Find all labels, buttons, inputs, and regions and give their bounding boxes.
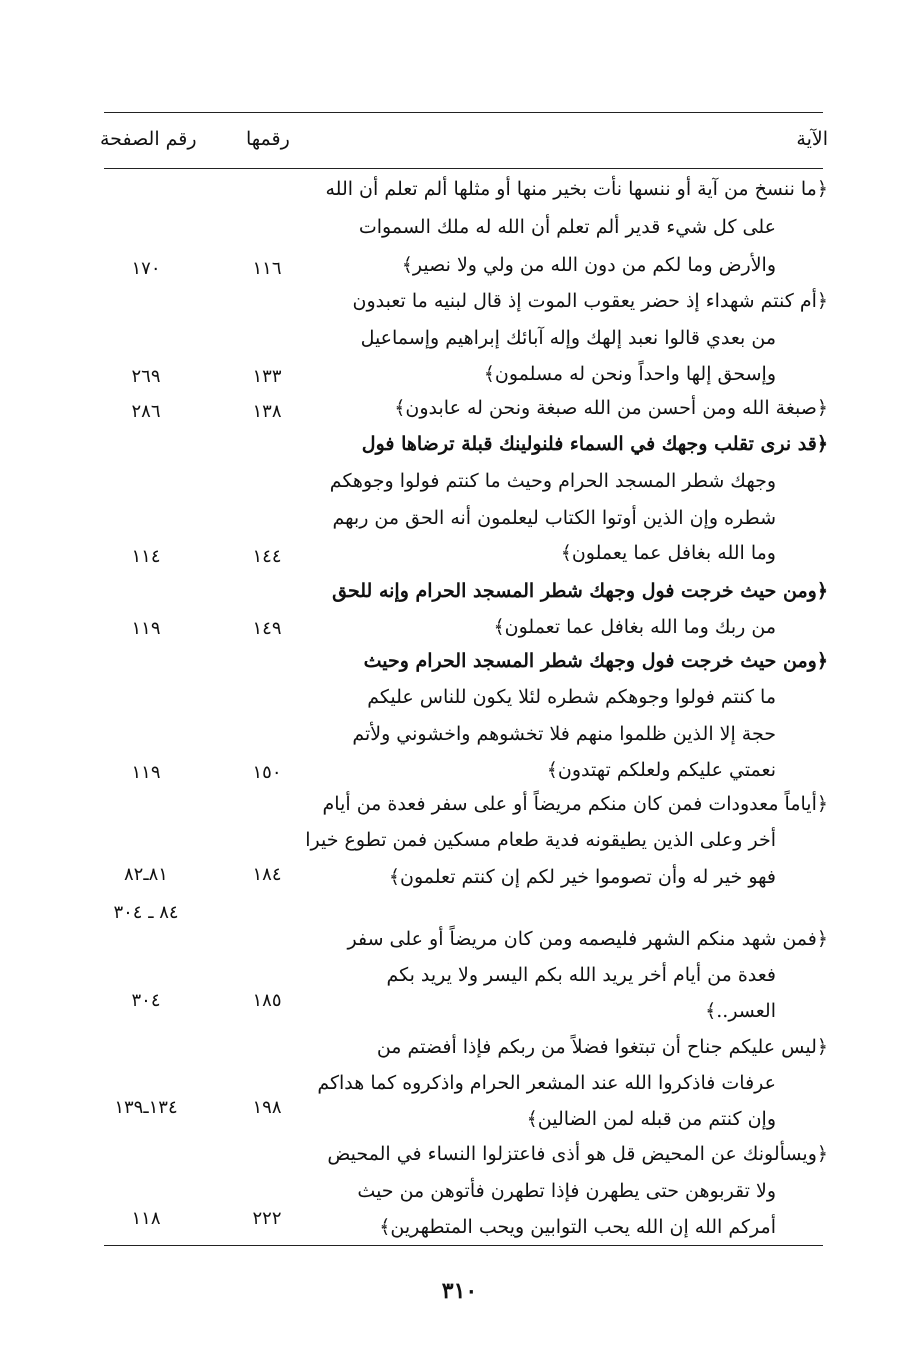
header-rule [104, 168, 823, 169]
ayah-number: ١٣٣ [252, 366, 282, 387]
ayah-number: ١٨٤ [252, 864, 282, 885]
page-ref: ١١٨ [131, 1208, 161, 1229]
header-number: رقمها [246, 128, 290, 150]
page-ref: ١١٤ [131, 546, 161, 567]
ayah-line: نعمتي عليكم ولعلكم تهتدون﴾ [546, 759, 776, 781]
ayah-number: ١١٦ [252, 258, 282, 279]
page-ref: ١٧٠ [131, 258, 161, 279]
ayah-line: ﴿قد نرى تقلب وجهك في السماء فلنولينك قبلة ترضاها فول [361, 433, 828, 455]
ayah-line: ﴿ومن حيث خرجت فول وجهك شطر المسجد الحرام وحيث [363, 650, 828, 672]
ayah-line: شطره وإن الذين أوتوا الكتاب ليعلمون أنه الحق من ربهم [332, 507, 776, 529]
ayah-line: أمركم الله إن الله يحب التوابين ويحب المتطهرين﴾ [379, 1216, 776, 1238]
page-ref: ١١٩ [131, 762, 161, 783]
ayah-line: ﴿ما ننسخ من آية أو ننسها نأت بخير منها أو مثلها ألم تعلم أن الله [325, 178, 828, 200]
ayah-number: ١٨٥ [252, 990, 282, 1011]
page-ref: ٢٨٦ [131, 401, 161, 422]
top-rule [104, 112, 823, 113]
ayah-line: أخر وعلى الذين يطيقونه فدية طعام مسكين فمن تطوع خيرا [305, 829, 776, 851]
ayah-number: ١٥٠ [252, 762, 282, 783]
page-ref: ١١٩ [131, 618, 161, 639]
ayah-line: على كل شيء قدير ألم تعلم أن الله له ملك السموات [358, 216, 776, 238]
ayah-line: ﴿فمن شهد منكم الشهر فليصمه ومن كان مريضاً أو على سفر [347, 928, 828, 950]
page-number: ٣١٠ [441, 1278, 478, 1304]
ayah-line: فعدة من أيام أخر يريد الله بكم اليسر ولا يريد بكم [386, 964, 776, 986]
ayah-line: ﴿ليس عليكم جناح أن تبتغوا فضلاً من ربكم فإذا أفضتم من [376, 1036, 828, 1058]
ayah-line: حجة إلا الذين ظلموا منهم فلا تخشوهم واخشوني ولأتم [352, 723, 776, 745]
page-ref: ٣٠٤ [131, 990, 161, 1011]
ayah-line: ﴿أم كنتم شهداء إذ حضر يعقوب الموت إذ قال لبنيه ما تعبدون [352, 290, 828, 312]
header-ayah: الآية [796, 128, 828, 150]
ayah-line: وإن كنتم من قبله لمن الضالين﴾ [526, 1108, 776, 1130]
page-ref: ١٣٤ـ١٣٩ [114, 1097, 178, 1118]
ayah-line: وما الله بغافل عما يعملون﴾ [560, 542, 776, 564]
ayah-line: وإسحق إلها واحداً ونحن له مسلمون﴾ [483, 363, 776, 385]
bottom-rule [104, 1245, 823, 1246]
ayah-line: ﴿أياماً معدودات فمن كان منكم مريضاً أو على سفر فعدة من أيام [322, 793, 828, 815]
ayah-line: ﴿ومن حيث خرجت فول وجهك شطر المسجد الحرام وإنه للحق [332, 580, 828, 602]
ayah-number: ٢٢٢ [252, 1208, 282, 1229]
ayah-line: فهو خير له وأن تصوموا خير لكم إن كنتم تعلمون﴾ [388, 866, 776, 888]
ayah-number: ١٣٨ [252, 401, 282, 422]
ayah-number: ١٤٩ [252, 618, 282, 639]
ayah-line: العسر..﴾ [705, 1000, 776, 1022]
ayah-line: من ربك وما الله بغافل عما تعملون﴾ [493, 616, 776, 638]
ayah-line: من بعدي قالوا نعبد إلهك وإله آبائك إبراهيم وإسماعيل [360, 327, 776, 349]
ayah-line: عرفات فاذكروا الله عند المشعر الحرام واذكروه كما هداكم [317, 1072, 776, 1094]
page-ref: ٢٦٩ [131, 366, 161, 387]
ayah-number: ١٩٨ [252, 1097, 282, 1118]
header-page: رقم الصفحة [100, 128, 197, 150]
ayah-line: والأرض وما لكم من دون الله من ولي ولا نصير﴾ [401, 254, 776, 276]
page-ref: ٨٤ ـ ٣٠٤ [113, 902, 179, 923]
ayah-line: وجهك شطر المسجد الحرام وحيث ما كنتم فولوا وجوهكم [329, 470, 776, 492]
ayah-line: ﴿صبغة الله ومن أحسن من الله صبغة ونحن له عابدون﴾ [394, 397, 828, 419]
ayah-number: ١٤٤ [252, 546, 282, 567]
page-ref: ٨١ـ٨٢ [124, 864, 168, 885]
ayah-line: ما كنتم فولوا وجوهكم شطره لئلا يكون للناس عليكم [367, 686, 776, 708]
ayah-line: ولا تقربوهن حتى يطهرن فإذا تطهرن فأتوهن من حيث [357, 1180, 776, 1202]
ayah-line: ﴿ويسألونك عن المحيض قل هو أذى فاعتزلوا النساء في المحيض [327, 1143, 828, 1165]
